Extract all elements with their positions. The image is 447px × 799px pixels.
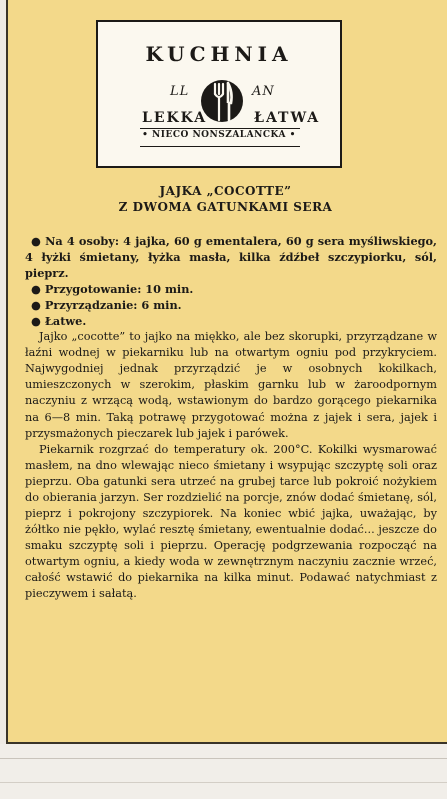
cook-time-item (25, 297, 437, 313)
recipe-body (25, 233, 437, 602)
logo-latwa: ŁATWA (254, 110, 321, 126)
logo-title: KUCHNIA (145, 42, 293, 66)
logo-lekka: LEKKA (142, 110, 208, 126)
logo-subtitle: • NIECO NONSZALANCKA • (142, 130, 296, 140)
recipe-subtitle: Z DWOMA GATUNKAMI SERA (118, 200, 333, 214)
page-background (0, 744, 447, 799)
logo-divider-top (140, 128, 300, 129)
prep-time-text: Przygotowanie: 10 min. (44, 282, 194, 297)
ingredients-item (25, 233, 437, 281)
difficulty-item (25, 313, 437, 329)
kuchnia-logo (96, 20, 342, 168)
intro-paragraph: Jajko „cocotte” to jajko na miękko, ale bez skorupki, przyrządzane w łaźni wodnej w piekarniku lub na otwartym ogniu pod przykryciem. Najwygodniej jednak przyrządzić je w osobnych kokilkach, umieszczonych w szerokim, płaskim garnku lub w żaroodpornym naczyniu z wrzącą wodą, wstawionym do bardzo gorącego piekarnika na 6—8 min. Taką potrawę przygotować można z jajek i sera, jajek i przysmażonych pieczarek lub jajek i parówek. (25, 330, 437, 440)
prep-time-item (25, 281, 437, 297)
method-paragraph: Piekarnik rozgrzać do temperatury ok. 200°C. Kokilki wysmarować masłem, na dno wlewając nieco śmietany i wsypując szczyptę soli oraz pieprzu. Oba gatunki sera utrzeć na grubej tarce lub pokroić nożykiem do obierania jarzyn. Ser rozdzielić na porcje, znów dodać śmietanę, sól, pieprz i pokrojony szczypiorek. Na koniec wbić jajka, uważając, by żółtko nie pękło, wylać resztę śmietany, ewentualnie dodać... jeszcze do smaku szczyptę soli i pieprzu. Operację podgrzewania rozpocząć na otwartym ogniu, a kiedy woda w zewnętrznym naczyniu zacznie wrzeć, całość wstawić do piekarnika na kilka minut. Podawać natychmiast z pieczywem i sałatą. (25, 442, 437, 601)
logo-divider-bottom (140, 146, 300, 147)
logo-script-right: AN (252, 84, 275, 99)
ingredients-text: Na 4 osoby: 4 jajka, 60 g ementalera, 60 g sera myśliwskiego, 4 łyżki śmietany, łyżka masła, kilka źdźbeł szczypiorku, sól, pieprz. (25, 234, 437, 281)
cook-time-text: Przyrządzanie: 6 min. (44, 298, 182, 313)
logo-script-left: LL (170, 84, 190, 99)
divider (0, 782, 447, 783)
bullet-icon: ● (31, 314, 41, 329)
bullet-icon: ● (31, 234, 42, 248)
recipe-title: JAJKA „COCOTTE” (159, 184, 292, 198)
bullet-icon: ● (31, 298, 41, 313)
bullet-icon: ● (31, 282, 41, 297)
difficulty-text: Łatwe. (44, 314, 87, 329)
divider (0, 758, 447, 759)
